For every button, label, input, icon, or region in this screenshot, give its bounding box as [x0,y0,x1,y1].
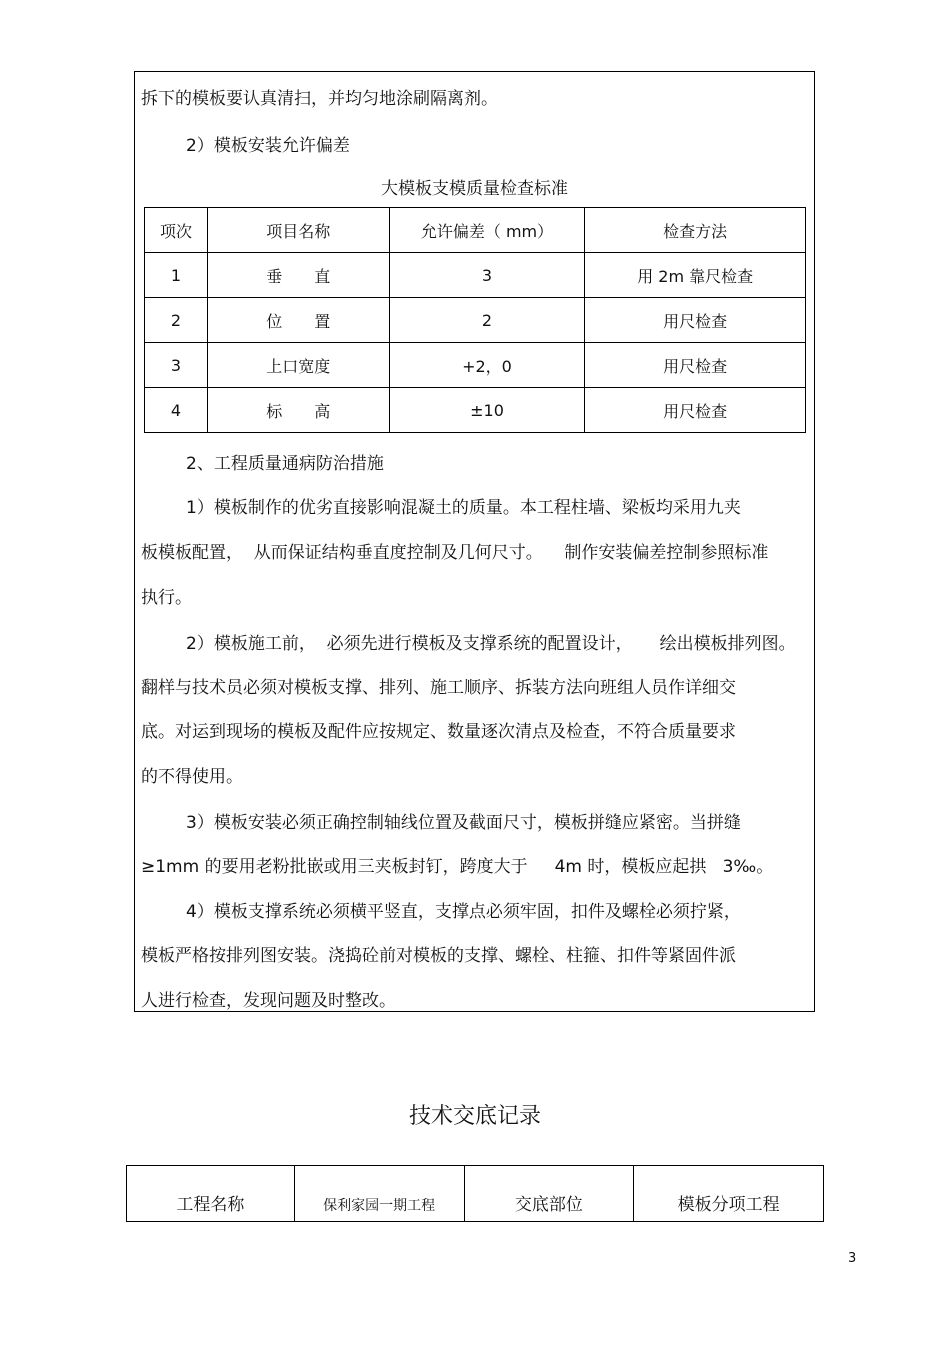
table-row [127,1166,824,1222]
disclosure-part-label: 交底部位 [464,1166,634,1222]
table-cell: 用尺检查 [585,298,806,343]
paragraph-line: ≥1mm 的要用老粉批嵌或用三夹板封钉，跨度大于 4m 时，模板应起拱 3‰。 [141,857,774,877]
table-row [145,253,806,298]
paragraph-line: 拆下的模板要认真清扫，并均匀地涂刷隔离剂。 [141,89,498,109]
table-caption: 大模板支模质量检查标准 [381,179,568,199]
table-row [145,388,806,433]
table-cell: 2 [145,298,208,343]
table-cell: +2，0 [389,343,585,388]
table-cell: 上口宽度 [207,343,389,388]
paragraph-line: 2）模板施工前， 必须先进行模板及支撑系统的配置设计， 绘出模板排列图。 [186,634,796,654]
table-cell: 位 置 [207,298,389,343]
paragraph-line: 3）模板安装必须正确控制轴线位置及截面尺寸，模板拼缝应紧密。当拼缝 [186,813,741,833]
subheading: 2）模板安装允许偏差 [186,136,350,156]
table-cell: 用 2m 靠尺检查 [585,253,806,298]
paragraph-line: 板模板配置， 从而保证结构垂直度控制及几何尺寸。 制作安装偏差控制参照标准 [141,543,769,563]
table-row [145,298,806,343]
table-cell: ±10 [389,388,585,433]
paragraph-line: 模板严格按排列图安装。浇捣砼前对模板的支撑、螺栓、柱箍、扣件等紧固件派 [141,946,736,966]
paragraph-line: 的不得使用。 [141,767,243,787]
header-cell: 允许偏差（ mm） [389,208,585,253]
record-title: 技术交底记录 [408,1104,541,1129]
table-cell: 用尺检查 [585,388,806,433]
header-cell: 项次 [145,208,208,253]
paragraph-line: 人进行检查，发现问题及时整改。 [141,991,396,1011]
table-cell: 1 [145,253,208,298]
table-cell: 标 高 [207,388,389,433]
disclosure-part-value: 模板分项工程 [634,1166,824,1222]
paragraph-line: 执行。 [141,588,192,608]
section-heading: 2、工程质量通病防治措施 [186,454,384,474]
project-name-value: 保利家园一期工程 [294,1166,464,1222]
table-header-row [145,208,806,253]
table-cell: 4 [145,388,208,433]
paragraph-line: 1）模板制作的优劣直接影响混凝土的质量。本工程柱墙、梁板均采用九夹 [186,498,741,518]
header-cell: 检查方法 [585,208,806,253]
table-cell: 3 [145,343,208,388]
paragraph-line: 底。对运到现场的模板及配件应按规定、数量逐次清点及检查，不符合质量要求 [141,722,736,742]
quality-standard-table [144,207,806,433]
table-row [145,343,806,388]
table-cell: 2 [389,298,585,343]
table-cell: 垂 直 [207,253,389,298]
table-cell: 3 [389,253,585,298]
record-table [126,1165,824,1222]
header-cell: 项目名称 [207,208,389,253]
paragraph-line: 4）模板支撑系统必须横平竖直，支撑点必须牢固，扣件及螺栓必须拧紧， [186,902,741,922]
page-number: 3 [848,1251,857,1266]
paragraph-line: 翻样与技术员必须对模板支撑、排列、施工顺序、拆装方法向班组人员作详细交 [141,678,736,698]
project-name-label: 工程名称 [127,1166,295,1222]
table-cell: 用尺检查 [585,343,806,388]
